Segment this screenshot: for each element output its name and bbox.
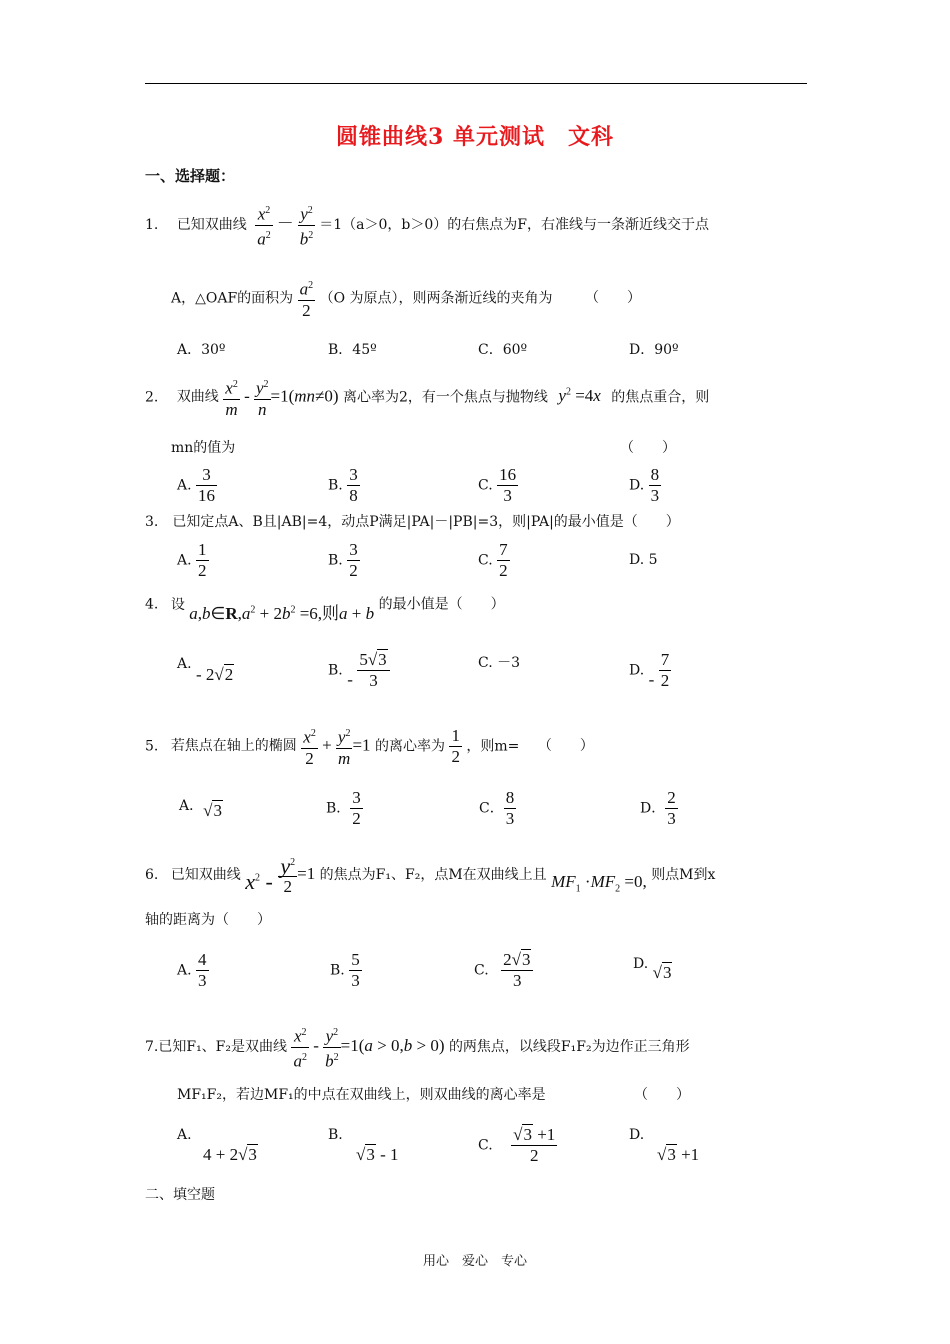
q2-label-d: D. (629, 477, 645, 494)
q5-option-a (179, 795, 223, 820)
q3-option-b (328, 540, 360, 581)
q6-text-post: 则点M到x (651, 867, 716, 884)
q1-paren: （ ） (584, 290, 641, 307)
q5-label-a: A． (179, 798, 204, 814)
q1-option-b: B．45º (328, 342, 377, 358)
q5-frac-c: $\frac{8}{3}$ (505, 788, 515, 828)
page-footer: 用心 爱心 专心 (422, 1254, 527, 1269)
q6-fraction-y: $\frac{y^2}{2}$ (280, 853, 296, 897)
q5-fraction-x: $\frac{x^2}{2}$ (301, 724, 318, 769)
q1-text-post: ＝1（a＞0，b＞0）的右焦点为F，右准线与一条渐近线交于点 (319, 217, 710, 234)
q4-frac-b: $\frac{5√3}{3}$ (357, 650, 389, 691)
q3-value-d: 5 (648, 552, 658, 568)
q1-line2a: A，△OAF的面积为 (171, 290, 294, 307)
q2-text-mid: 离心率为2，有一个焦点与抛物线 (343, 389, 548, 406)
q6-number: 6. (145, 867, 159, 884)
q7-paren: （ ） (634, 1087, 690, 1103)
q7-frac-c: $\frac{√3 +1}{2}$ (513, 1125, 556, 1165)
q7-fraction-y: $\frac{y^2}{b^2}$ (323, 1023, 341, 1071)
q4-number: 4. (145, 596, 159, 613)
q3-frac-c: $\frac{7}{2}$ (499, 540, 508, 580)
q7-label-c: C. (478, 1137, 493, 1154)
q2-text-pre: 双曲线 (176, 389, 219, 406)
question-1-line2 (171, 276, 641, 321)
q7-label-a: A. (177, 1127, 192, 1143)
q1-fraction-area: $\frac{a^2}{2}$ (298, 276, 316, 321)
q5-text-mid: 的离心率为 (375, 738, 445, 755)
q5-option-c (479, 788, 516, 829)
q5-number: 5. (145, 738, 159, 755)
q6-option-c (474, 950, 533, 991)
q2-parabola: $y^2 =4x$ (558, 386, 601, 406)
q6-option-a (177, 950, 209, 991)
q3-option-c (478, 540, 510, 581)
q7-option-a (177, 1125, 258, 1166)
q5-text-post: ，则m= (466, 738, 520, 755)
q6-text-mid: 的焦点为F₁、F₂，点M在双曲线上且 (319, 867, 547, 884)
q2-option-c (478, 465, 518, 506)
q6-label-c: C. (474, 962, 489, 979)
q4-label-d: D. (629, 662, 645, 679)
q4-option-c (478, 653, 520, 673)
q6-frac-c: $\frac{2√3}{3}$ (501, 950, 533, 991)
q2-frac-c: $\frac{16}{3}$ (499, 465, 517, 505)
q3-label-c: C. (478, 552, 493, 569)
q5-paren: （ ） (537, 738, 594, 755)
q2-frac-b: $\frac{3}{8}$ (349, 465, 358, 505)
q5-fraction-e: $\frac{1}{2}$ (451, 725, 460, 766)
q4-label-a: A. (177, 656, 192, 672)
question-7: 7.已知F₁、F₂是双曲线 $\frac{x^2}{a^2}$ - $\frac{y^2}{b^2}$ =1(a > 0,b > 0) 的两焦点，以线段F₁F₂为边作正三角形 (145, 1023, 690, 1071)
q4-value-c: －3 (497, 655, 521, 671)
q6-label-b: B. (330, 962, 345, 979)
q7-value-d: √3 +1 (657, 1145, 700, 1164)
section-heading-choice: 一、选择题： (145, 167, 236, 185)
q2-frac-d: $\frac{8}{3}$ (650, 465, 660, 505)
q2-fraction-y: $\frac{y^2}{n}$ (254, 375, 271, 420)
q2-option-a (177, 465, 217, 506)
page-title: 圆锥曲线3 单元测试 文科 (336, 124, 614, 150)
q6-dot-product: $MF_1 \cdot MF_2 =0$, (551, 872, 647, 895)
q2-text-post: 的焦点重合，则 (611, 389, 710, 406)
q7-text-pre: 7.已知F₁、F₂是双曲线 (145, 1039, 288, 1056)
q7-fraction-x: $\frac{x^2}{a^2}$ (291, 1023, 309, 1071)
q7-option-d (629, 1125, 699, 1166)
q2-paren: （ ） (620, 440, 676, 456)
q2-number: 2. (145, 389, 159, 406)
q4-option-d: D. - $\frac{7}{2}$ (629, 650, 670, 690)
q5-label-b: B． (326, 800, 351, 817)
q7-value-b: √3 - 1 (356, 1145, 399, 1164)
q6-label-a: A. (177, 962, 192, 979)
q6-label-d: D. (633, 956, 649, 972)
question-5: 5. 若焦点在轴上的椭圆 $\frac{x^2}{2}$ + $\frac{y^2}{m}$ =1 的离心率为 $\frac{1}{2}$ ，则m= （ ） (145, 725, 594, 768)
q4-text-post: 的最小值是（ ） (378, 596, 505, 613)
q7-option-c (478, 1125, 557, 1166)
q4-option-b: B. - $\frac{5√3}{3}$ (328, 650, 390, 691)
question-1: 1. 已知双曲线 $\frac{x^2}{a^2}$ － $\frac{y^2}{b^2}$ ＝1（a＞0，b＞0）的右焦点为F，右准线与一条渐近线交于点 (145, 201, 709, 249)
question-3: 3. 已知定点A、B且|AB|=4，动点P满足|PA|－|PB|=3，则|PA|的最小值是（ ） (145, 514, 680, 530)
q2-label-a: A. (177, 477, 192, 494)
q5-option-d (640, 788, 678, 829)
q5-text-pre: 若焦点在轴上的椭圆 (170, 738, 297, 755)
q7-value-a: 4 + 2√3 (203, 1145, 257, 1164)
q4-label-b: B. (328, 662, 343, 679)
q4-text-pre: 设 (170, 596, 185, 613)
q5-value-a: √3 (203, 801, 222, 820)
q2-fraction-x: $\frac{x^2}{m}$ (223, 375, 240, 420)
q3-label-a: A. (177, 552, 192, 569)
q7-label-d: D. (629, 1127, 645, 1143)
q1-text-pre: 已知双曲线 (176, 217, 247, 234)
q1-option-c: C．60º (478, 342, 528, 358)
question-2: 2. 双曲线 $\frac{x^2}{m}$ - $\frac{y^2}{n}$ =1(mn≠0) 离心率为2，有一个焦点与抛物线 $y^2 =4x$ 的焦点重合，则 (145, 375, 709, 420)
q6-option-b (330, 950, 362, 991)
q3-label-d: D. (629, 552, 645, 568)
q6-x-squared: $x^2$ - (245, 869, 279, 895)
q2-label-b: B. (328, 477, 343, 494)
q7-label-b: B. (328, 1127, 343, 1143)
header-rule (145, 83, 807, 84)
q2-label-c: C. (478, 477, 493, 494)
q1-option-a: A．30º (177, 342, 226, 358)
q4-label-c: C. (478, 655, 493, 671)
q5-fraction-y: $\frac{y^2}{m}$ (336, 724, 353, 769)
q4-option-a (177, 653, 234, 684)
q7-line2: MF₁F₂，若边MF₁的中点在双曲线上，则双曲线的离心率是 (177, 1087, 546, 1103)
q1-number: 1. (145, 217, 159, 234)
q7-text-post: 的两焦点，以线段F₁F₂为边作正三角形 (448, 1039, 690, 1056)
q4-formula: $a,b\in R,a^2 + 2b^2 =6$,则a + b (189, 603, 375, 623)
question-4 (145, 590, 505, 623)
q1-fraction-x: $\frac{x^2}{a^2}$ (255, 201, 273, 249)
q1-option-d: D．90º (629, 342, 679, 358)
q5-frac-b: $\frac{3}{2}$ (352, 788, 361, 828)
q7-option-b (328, 1125, 399, 1166)
q3-frac-a: $\frac{1}{2}$ (198, 540, 207, 580)
q3-frac-b: $\frac{3}{2}$ (349, 540, 358, 580)
q4-value-a: - 2√2 (196, 665, 234, 684)
q1-line2b: （O 为原点），则两条渐近线的夹角为 (319, 290, 553, 307)
q6-value-d: √3 (652, 963, 672, 982)
q3-option-a (177, 540, 209, 581)
section-heading-fill: 二、填空题 (145, 1187, 215, 1203)
q6-text-pre: 已知双曲线 (170, 867, 241, 884)
q3-option-d (629, 550, 658, 570)
q6-line2: 轴的距离为（ ） (145, 912, 271, 928)
q2-option-b (328, 465, 360, 506)
q5-option-b (326, 788, 363, 829)
q5-frac-d: $\frac{2}{3}$ (667, 788, 676, 828)
q5-label-d: D． (640, 800, 666, 817)
q6-frac-a: $\frac{4}{3}$ (198, 950, 207, 990)
q2-line2: mn的值为 (171, 440, 236, 456)
q2-frac-a: $\frac{3}{16}$ (198, 465, 216, 505)
q5-label-c: C． (479, 800, 504, 817)
q6-frac-b: $\frac{5}{3}$ (351, 950, 360, 990)
q3-label-b: B. (328, 552, 343, 569)
q1-fraction-y: $\frac{y^2}{b^2}$ (298, 201, 316, 249)
q6-option-d (633, 953, 672, 982)
q2-option-d (629, 465, 661, 506)
q4-frac-d: $\frac{7}{2}$ (660, 650, 670, 690)
question-6: 6. 已知双曲线 $x^2$ - $\frac{y^2}{2}$ =1 的焦点为F₁、F₂，点M在双曲线上且 $MF_1 \cdot MF_2 =0$, 则点M到x (145, 853, 716, 897)
